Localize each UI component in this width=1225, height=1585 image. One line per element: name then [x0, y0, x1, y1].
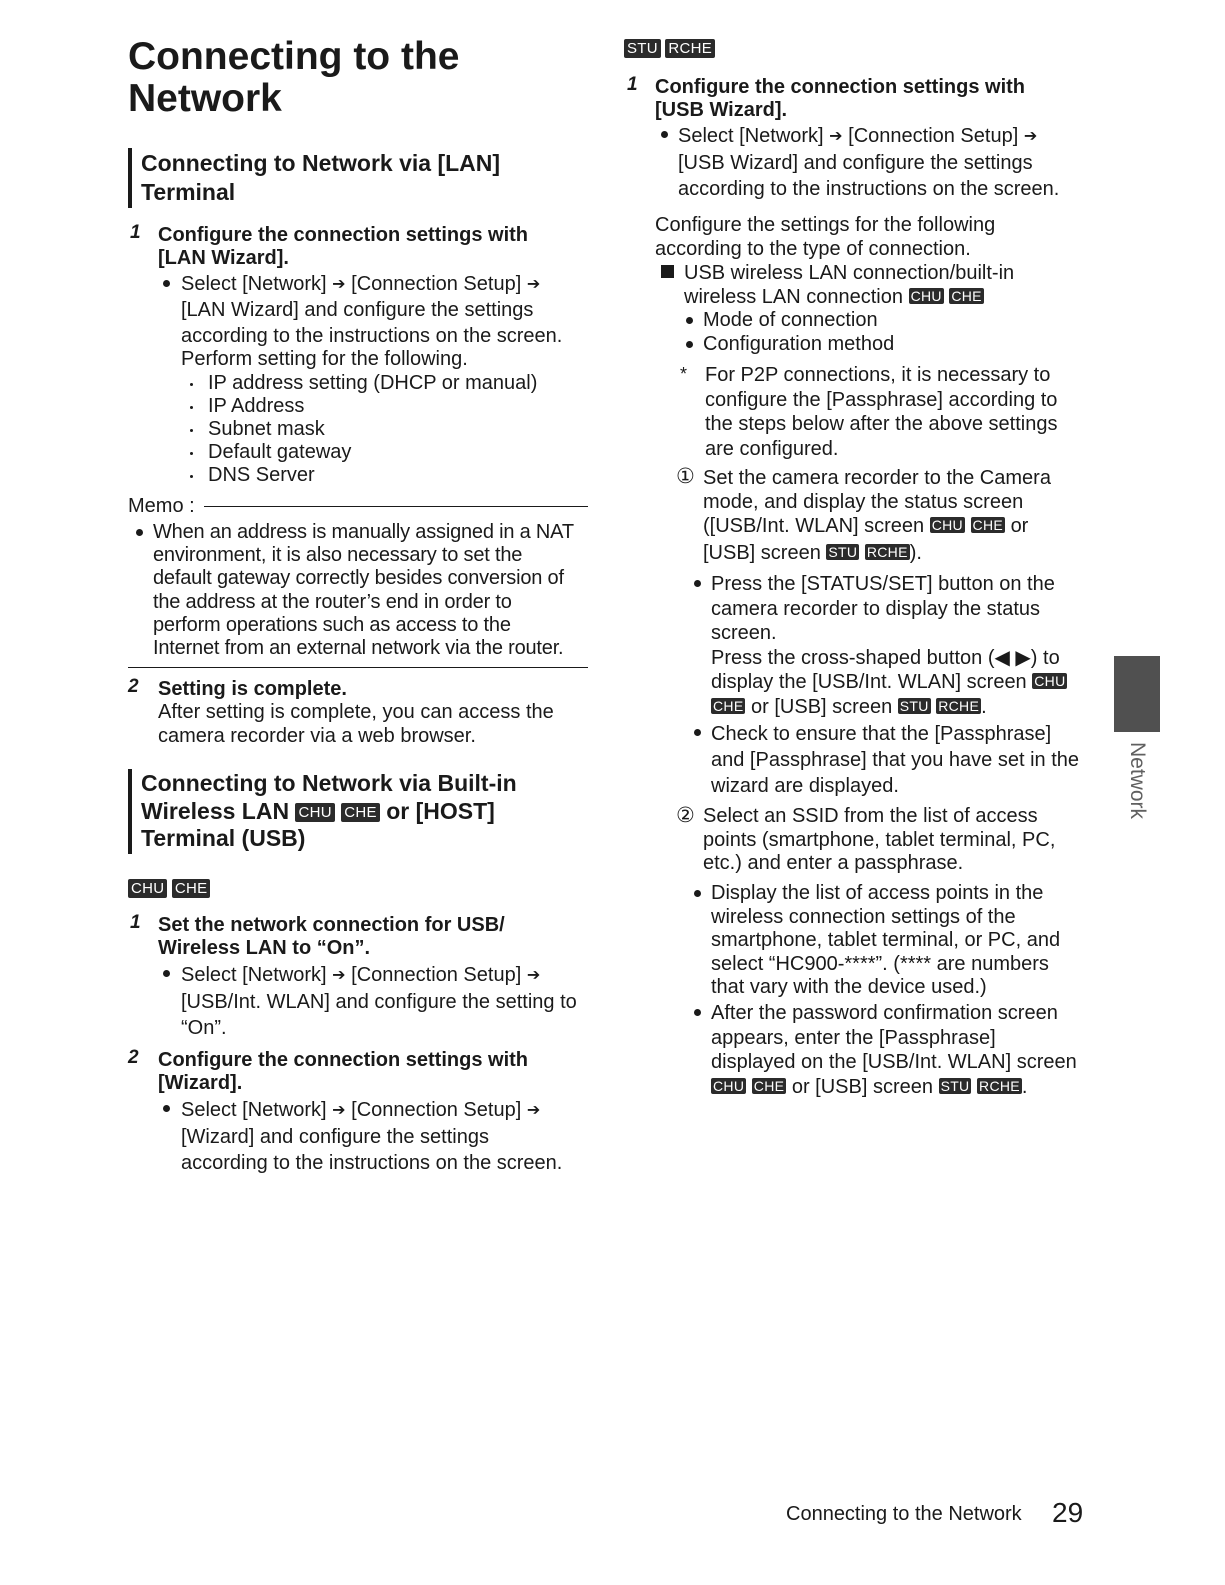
- arrow-right-icon: ➔: [1023, 128, 1038, 145]
- instruction-text: “On”.: [181, 1017, 227, 1039]
- memo-bottom-divider: [128, 667, 588, 668]
- bullet-dot: [694, 890, 701, 897]
- small-bullet-icon: [190, 429, 193, 432]
- usb-model-badges: [624, 39, 715, 60]
- body-line: .: [981, 695, 987, 718]
- arrow-right-icon: ➔: [332, 1102, 346, 1119]
- body-line: points (smartphone, tablet terminal, PC,: [703, 828, 1056, 851]
- body-line: Check to ensure that the [Passphrase]: [711, 723, 1052, 745]
- che-badge: CHE: [713, 697, 744, 714]
- page-number: 29: [1052, 1497, 1084, 1528]
- step-c2-text: [703, 805, 1093, 876]
- wlan-step1-number: 1: [130, 912, 141, 933]
- circled-number-2: ②: [676, 804, 695, 827]
- usb-step1-title-line1: Configure the connection settings with: [655, 76, 1025, 98]
- arrow-right-icon: ➔: [526, 967, 541, 984]
- memo-line: When an address is manually assigned in a NAT: [153, 521, 574, 543]
- body-line: Select an SSID from the list of access: [703, 805, 1038, 827]
- wlan-step2-title-line1: Configure the connection settings with: [158, 1049, 528, 1071]
- chu-badge: CHU: [713, 1077, 745, 1094]
- memo-line: environment, it is also necessary to set the: [153, 544, 523, 567]
- note-line: the steps below after the above settings: [705, 413, 1058, 435]
- che-badge: CHE: [972, 517, 1003, 533]
- wlan-section-heading: [128, 769, 591, 854]
- body-line: camera recorder via a web browser.: [158, 724, 476, 747]
- small-bullet-icon: [190, 406, 193, 409]
- note-line: are configured.: [705, 437, 839, 460]
- che-badge: CHE: [753, 1077, 785, 1094]
- arrow-right-icon: ➔: [526, 276, 541, 293]
- lan-step2-title: Setting is complete.: [158, 678, 347, 700]
- body-line: and [Passphrase] that you have set in the: [711, 749, 1080, 771]
- bullet-dot: [686, 341, 693, 348]
- body-line: Press the [STATUS/SET] button on the: [711, 573, 1055, 595]
- instruction-text: [Connection Setup]: [848, 125, 1019, 147]
- rche-badge: RCHE: [979, 1077, 1020, 1094]
- chapter-tab-label: Network: [1126, 742, 1149, 820]
- wlan-step1-title: [158, 914, 505, 960]
- memo-line: default gateway correctly besides conversion of: [153, 567, 564, 590]
- footer-title: Connecting to the Network: [786, 1503, 1022, 1525]
- body-line: ([USB/Int. WLAN] screen: [703, 515, 925, 537]
- bullet-dot: [163, 280, 170, 287]
- page-title-line2: Network: [128, 77, 282, 120]
- bullet-dot: [694, 580, 701, 587]
- chapter-tab: [1114, 656, 1160, 732]
- lan-step1-title: [158, 224, 528, 270]
- usb-step1-title: [655, 76, 1025, 122]
- step-c1-bullet1: [711, 572, 1101, 719]
- body-line: appears, enter the [Passphrase]: [711, 1026, 996, 1049]
- instruction-text: [Connection Setup]: [351, 1099, 522, 1121]
- wlan-heading-line2a: Wireless LAN: [141, 797, 290, 824]
- small-bullet-icon: [190, 452, 193, 455]
- body-line: [USB] screen: [703, 542, 821, 564]
- instruction-text: Select [Network]: [181, 1099, 327, 1121]
- small-bullet-icon: [190, 383, 193, 386]
- page-title: [128, 36, 459, 120]
- usb-step1-title-line2: [USB Wizard].: [655, 99, 788, 121]
- che-badge: CHE: [341, 803, 380, 822]
- memo-text: [153, 521, 593, 660]
- body-line: Display the list of access points in the: [711, 882, 1044, 904]
- bullet-dot: [163, 970, 170, 977]
- note-asterisk: *: [680, 364, 688, 384]
- body-line: or [USB] screen: [791, 1075, 933, 1098]
- chu-badge: CHU: [128, 879, 167, 898]
- rche-badge: RCHE: [938, 697, 980, 714]
- instruction-text: [Connection Setup]: [351, 964, 522, 986]
- square-bullet-icon: [661, 265, 674, 278]
- body-line: that vary with the device used.): [711, 976, 987, 999]
- bullet-dot: [694, 729, 701, 736]
- wlan-step2-number: 2: [128, 1047, 139, 1068]
- step-c1-text: [703, 466, 1093, 565]
- body-line: Press the cross-shaped button (◀ ▶) to: [711, 646, 1060, 669]
- list-item: DNS Server: [208, 464, 315, 486]
- body-line: screen.: [711, 622, 777, 644]
- bullet-dot: [163, 1105, 170, 1112]
- chu-badge: CHU: [910, 288, 942, 304]
- lan-section-heading: [128, 148, 591, 208]
- lan-step1-number: 1: [130, 222, 141, 243]
- instruction-text: [USB/Int. WLAN] and configure the setting to: [181, 991, 577, 1013]
- body-line: or: [1010, 515, 1029, 537]
- memo-line: Internet from an external network via the router.: [153, 637, 564, 660]
- instruction-text: [LAN Wizard] and configure the settings: [181, 299, 534, 321]
- circled-number-1: ①: [676, 465, 695, 488]
- body-line: wizard are displayed.: [711, 775, 899, 797]
- instruction-text: according to the instructions on the screen.: [181, 325, 563, 347]
- arrow-right-icon: ➔: [332, 967, 346, 984]
- body-line: display the [USB/Int. WLAN] screen: [711, 671, 1027, 693]
- chu-badge: CHU: [295, 803, 334, 822]
- wlan-step1-title-line2: Wireless LAN to “On”.: [158, 937, 371, 959]
- note-line: configure the [Passphrase] according to: [705, 388, 1058, 411]
- list-item: IP address setting (DHCP or manual): [208, 372, 538, 394]
- wlan-step2-title-line2: [Wizard].: [158, 1072, 243, 1094]
- small-bullet-icon: [190, 475, 193, 478]
- step-c1-bullet2: [711, 721, 1101, 799]
- memo-line: perform operations such as access to the: [153, 613, 511, 636]
- body-line: mode, and display the status screen: [703, 491, 1024, 513]
- body-line: Configure the settings for the following: [655, 214, 996, 236]
- bullet-dot: [661, 131, 668, 138]
- wlan-step1-title-line1: Set the network connection for USB/: [158, 914, 505, 936]
- usb-wireless-heading: [684, 261, 1014, 309]
- rche-badge: RCHE: [665, 39, 715, 58]
- instruction-text: Perform setting for the following.: [181, 348, 468, 370]
- body-line: After setting is complete, you can access the: [158, 701, 554, 723]
- che-badge: CHE: [951, 288, 982, 304]
- wlan-model-badges: [128, 879, 210, 900]
- instruction-text: Select [Network]: [181, 273, 327, 295]
- body-line: .: [1021, 1075, 1028, 1098]
- body-line: etc.) and enter a passphrase.: [703, 852, 964, 874]
- bullet-dot: [694, 1009, 701, 1016]
- wlan-heading-line2b: or [HOST]: [386, 797, 495, 824]
- wlan-heading-line1: Connecting to Network via Built-in: [141, 770, 517, 796]
- arrow-right-icon: ➔: [526, 1102, 541, 1119]
- usb-step1-number: 1: [627, 74, 638, 95]
- mode-of-connection: Mode of connection: [703, 309, 878, 331]
- arrow-right-icon: ➔: [829, 128, 843, 145]
- lan-heading-line1: Connecting to Network via [LAN]: [141, 150, 501, 176]
- rche-badge: RCHE: [866, 544, 908, 560]
- stu-badge: STU: [940, 1077, 970, 1094]
- instruction-text: [Connection Setup]: [351, 273, 522, 295]
- lan-step2-text: [158, 701, 554, 748]
- wlan-step2-instructions: [181, 1097, 601, 1176]
- lan-step1-instructions: [181, 272, 601, 372]
- che-badge: CHE: [172, 879, 211, 898]
- body-line: camera recorder to display the status: [711, 597, 1041, 620]
- step-c2-bullet1: [711, 882, 1101, 1000]
- body-line: After the password confirmation screen: [711, 1002, 1058, 1024]
- chu-badge: CHU: [1034, 673, 1066, 689]
- wlan-step1-instructions: [181, 962, 601, 1041]
- wlan-step2-title: [158, 1049, 528, 1095]
- body-line: wireless connection settings of the: [711, 905, 1016, 928]
- step-c2-bullet2: [711, 1001, 1101, 1099]
- instruction-text: Select [Network]: [678, 125, 824, 147]
- wlan-heading-line3: Terminal (USB): [141, 825, 306, 851]
- body-line: smartphone, tablet terminal, or PC, and: [711, 929, 1061, 952]
- page-title-line1: Connecting to the: [128, 35, 460, 78]
- arrow-right-icon: ➔: [332, 276, 346, 293]
- lan-heading-line2: Terminal: [141, 179, 236, 205]
- chu-badge: CHU: [931, 517, 963, 533]
- stu-badge: STU: [624, 39, 661, 58]
- list-item: Subnet mask: [208, 418, 325, 440]
- list-item: IP Address: [208, 395, 305, 417]
- body-line: ).: [909, 542, 922, 564]
- instruction-text: according to the instructions on the screen.: [678, 178, 1060, 200]
- configuration-method: Configuration method: [703, 333, 895, 355]
- body-line: select “HC900-****”. (**** are numbers: [711, 952, 1049, 975]
- lan-step1-title-line1: Configure the connection settings with: [158, 224, 528, 246]
- bullet-dot: [136, 529, 143, 536]
- instruction-text: [Wizard] and configure the settings: [181, 1126, 489, 1148]
- bullet-dot: [686, 317, 693, 324]
- lan-step1-title-line2: [LAN Wizard].: [158, 247, 289, 269]
- stu-badge: STU: [828, 544, 858, 560]
- body-line: displayed on the [USB/Int. WLAN] screen: [711, 1051, 1077, 1073]
- usb-step1-instructions: [678, 123, 1098, 202]
- list-item: Default gateway: [208, 441, 352, 463]
- memo-line: the address at the router’s end in order to: [153, 590, 512, 613]
- stu-badge: STU: [899, 697, 929, 714]
- body-line: USB wireless LAN connection/built-in: [684, 262, 1015, 284]
- body-line: according to the type of connection.: [655, 237, 971, 260]
- instruction-text: according to the instructions on the screen.: [181, 1152, 563, 1174]
- usb-intro: [655, 214, 995, 261]
- memo-divider: [204, 506, 588, 507]
- memo-label: Memo :: [128, 495, 195, 517]
- body-line: wireless LAN connection: [684, 286, 903, 308]
- note-line: For P2P connections, it is necessary to: [705, 364, 1051, 386]
- body-line: or [USB] screen: [751, 695, 893, 718]
- instruction-text: [USB Wizard] and configure the settings: [678, 152, 1033, 174]
- body-line: Set the camera recorder to the Camera: [703, 467, 1051, 489]
- lan-step2-number: 2: [128, 676, 139, 697]
- instruction-text: Select [Network]: [181, 964, 327, 986]
- p2p-note: [705, 363, 1057, 461]
